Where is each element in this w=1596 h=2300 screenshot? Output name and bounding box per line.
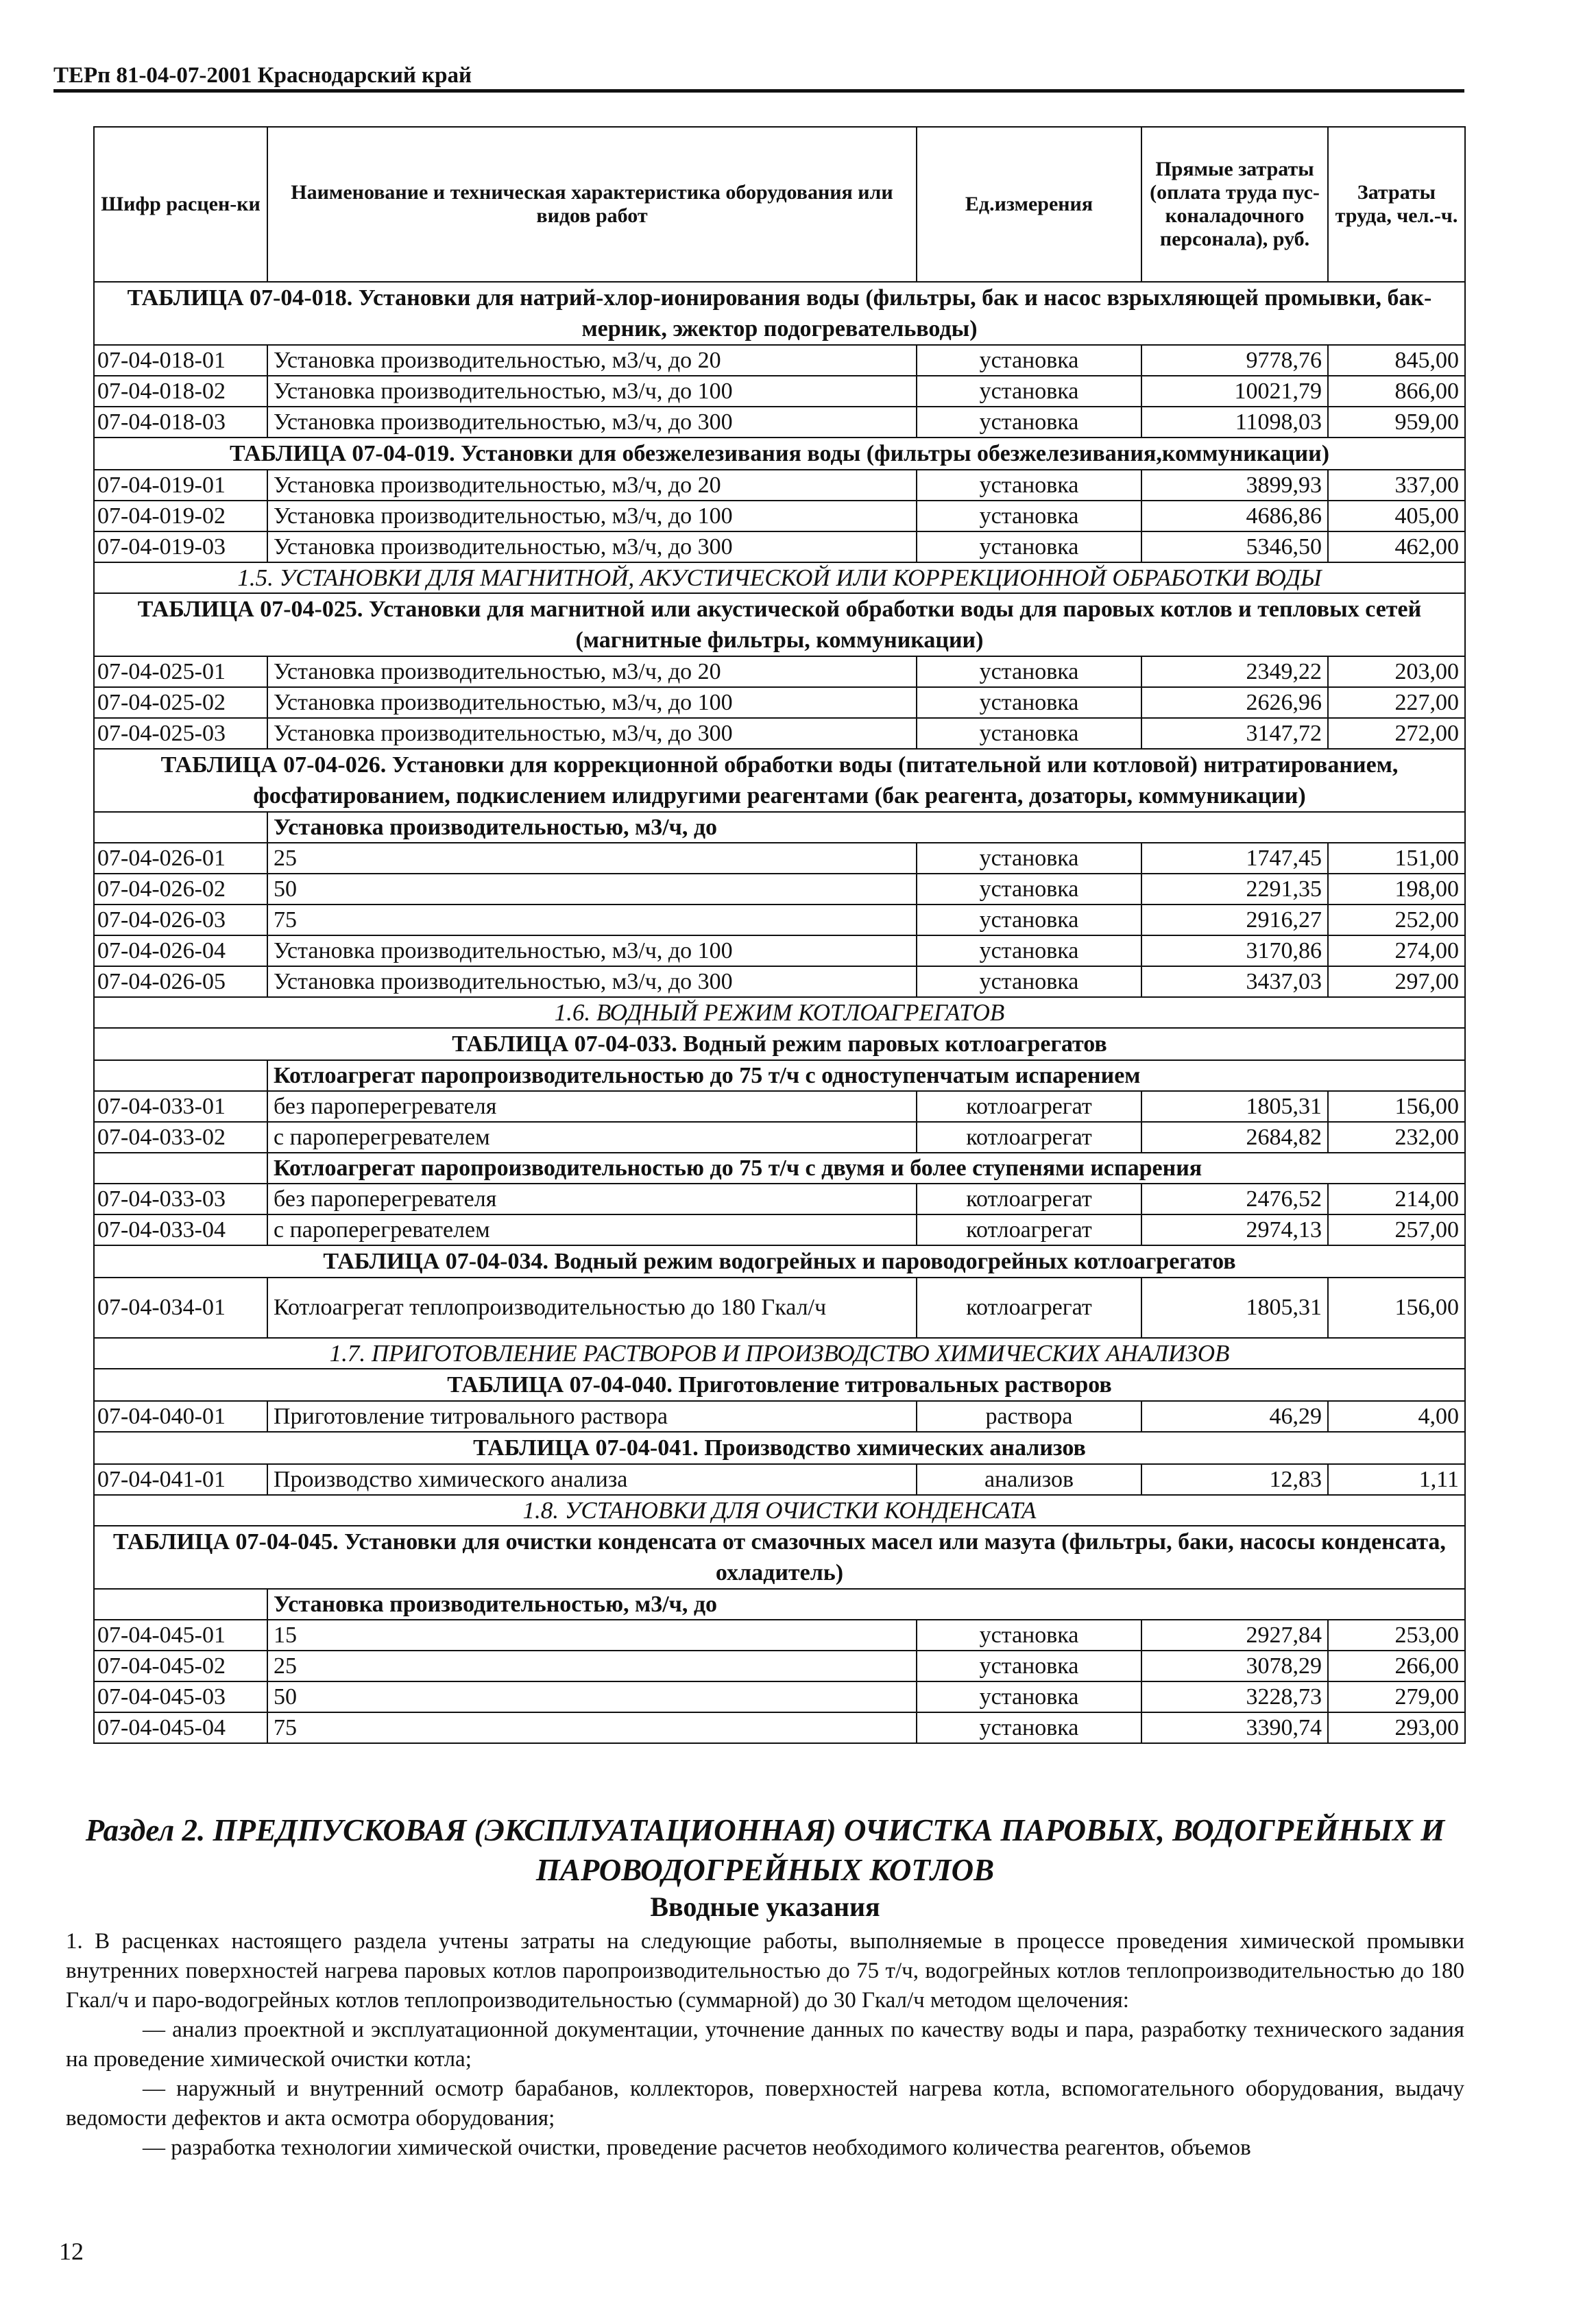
unit-measure: установка <box>917 407 1141 438</box>
table-title-row <box>94 1028 1465 1060</box>
table-row <box>94 874 1465 905</box>
unit-measure: установка <box>917 1712 1141 1743</box>
unit-measure: котлоагрегат <box>917 1214 1141 1245</box>
table-row <box>94 1278 1465 1338</box>
rate-code: 07-04-033-04 <box>94 1214 267 1245</box>
unit-measure: котлоагрегат <box>917 1278 1141 1338</box>
header-cost: Прямые затраты (оплата труда пус-коналадочного персонала), руб. <box>1141 127 1328 282</box>
direct-cost: 3170,86 <box>1141 935 1328 966</box>
labor-cost: 253,00 <box>1328 1620 1465 1651</box>
rate-code: 07-04-025-03 <box>94 718 267 749</box>
table-row <box>94 1464 1465 1495</box>
table-title: ТАБЛИЦА 07-04-041. Производство химических анализов <box>94 1432 1465 1464</box>
item-name: 75 <box>267 905 917 935</box>
labor-cost: 959,00 <box>1328 407 1465 438</box>
labor-cost: 405,00 <box>1328 501 1465 531</box>
item-name: Производство химического анализа <box>267 1464 917 1495</box>
rate-code: 07-04-025-02 <box>94 687 267 718</box>
unit-measure: установка <box>917 656 1141 687</box>
table-title: ТАБЛИЦА 07-04-025. Установки для магнитной или акустической обработки воды для паровых котлов и тепловых сетей (магнитные фильтры, коммуникации) <box>94 593 1465 656</box>
unit-measure: котлоагрегат <box>917 1122 1141 1153</box>
rate-code: 07-04-018-03 <box>94 407 267 438</box>
labor-cost: 214,00 <box>1328 1184 1465 1214</box>
labor-cost: 274,00 <box>1328 935 1465 966</box>
header-name: Наименование и техническая характеристика оборудования или видов работ <box>267 127 917 282</box>
table-row <box>94 1681 1465 1712</box>
rate-code: 07-04-019-02 <box>94 501 267 531</box>
item-name: 15 <box>267 1620 917 1651</box>
direct-cost: 3078,29 <box>1141 1651 1328 1681</box>
rate-code: 07-04-026-04 <box>94 935 267 966</box>
unit-measure: установка <box>917 470 1141 501</box>
direct-cost: 2291,35 <box>1141 874 1328 905</box>
table-row <box>94 1620 1465 1651</box>
labor-cost: 198,00 <box>1328 874 1465 905</box>
rate-code: 07-04-045-03 <box>94 1681 267 1712</box>
item-name: 50 <box>267 874 917 905</box>
item-name: Установка производительностью, м3/ч, до 20 <box>267 470 917 501</box>
table-title: ТАБЛИЦА 07-04-026. Установки для коррекционной обработки воды (питательной или котловой) нитратированием, фосфатированием, подкислением илидругими реагентами (бак реагента, дозаторы, коммуникации) <box>94 749 1465 812</box>
table-body <box>94 282 1465 1743</box>
labor-cost: 252,00 <box>1328 905 1465 935</box>
direct-cost: 2927,84 <box>1141 1620 1328 1651</box>
unit-measure: установка <box>917 376 1141 407</box>
rate-code: 07-04-018-01 <box>94 345 267 376</box>
table-header <box>94 127 1465 282</box>
table-row <box>94 656 1465 687</box>
labor-cost: 337,00 <box>1328 470 1465 501</box>
labor-cost: 203,00 <box>1328 656 1465 687</box>
direct-cost: 2626,96 <box>1141 687 1328 718</box>
empty-cell <box>94 812 267 843</box>
labor-cost: 257,00 <box>1328 1214 1465 1245</box>
table-title: ТАБЛИЦА 07-04-033. Водный режим паровых котлоагрегатов <box>94 1028 1465 1060</box>
item-name: Котлоагрегат теплопроизводительностью до 180 Гкал/ч <box>267 1278 917 1338</box>
subheading: Установка производительностью, м3/ч, до <box>267 812 1465 843</box>
price-table <box>93 126 1466 1744</box>
direct-cost: 1805,31 <box>1141 1278 1328 1338</box>
table-title-row <box>94 438 1465 470</box>
paragraph-2: — анализ проектной и эксплуатационной документации, уточнение данных по качеству воды и пара, разработку технического задания на проведение химической очистки котла; <box>66 2017 1464 2072</box>
item-name: 50 <box>267 1681 917 1712</box>
table-row <box>94 407 1465 438</box>
table-row <box>94 687 1465 718</box>
direct-cost: 2974,13 <box>1141 1214 1328 1245</box>
header-code: Шифр расцен-ки <box>94 127 267 282</box>
item-name: 25 <box>267 1651 917 1681</box>
direct-cost: 2684,82 <box>1141 1122 1328 1153</box>
direct-cost: 4686,86 <box>1141 501 1328 531</box>
table-title-row <box>94 1526 1465 1589</box>
rate-code: 07-04-045-04 <box>94 1712 267 1743</box>
section-row <box>94 1338 1465 1369</box>
table-row <box>94 501 1465 531</box>
rate-code: 07-04-026-03 <box>94 905 267 935</box>
item-name: с пароперегревателем <box>267 1214 917 1245</box>
table-title-row <box>94 749 1465 812</box>
unit-measure: установка <box>917 966 1141 997</box>
labor-cost: 4,00 <box>1328 1401 1465 1432</box>
section-heading: 1.8. УСТАНОВКИ ДЛЯ ОЧИСТКИ КОНДЕНСАТА <box>94 1495 1465 1526</box>
labor-cost: 297,00 <box>1328 966 1465 997</box>
table-row <box>94 1122 1465 1153</box>
direct-cost: 10021,79 <box>1141 376 1328 407</box>
table-title-row <box>94 1432 1465 1464</box>
direct-cost: 9778,76 <box>1141 345 1328 376</box>
section-row <box>94 1495 1465 1526</box>
running-header: ТЕРп 81-04-07-2001 Краснодарский край <box>53 63 472 88</box>
table-title: ТАБЛИЦА 07-04-040. Приготовление титровальных растворов <box>94 1369 1465 1401</box>
table-row <box>94 1184 1465 1214</box>
paragraph-4: — разработка технологии химической очистки, проведение расчетов необходимого количества реагентов, объемов <box>143 2135 1251 2160</box>
unit-measure: котлоагрегат <box>917 1184 1141 1214</box>
unit-measure: анализов <box>917 1464 1141 1495</box>
labor-cost: 1,11 <box>1328 1464 1465 1495</box>
labor-cost: 866,00 <box>1328 376 1465 407</box>
rate-code: 07-04-019-03 <box>94 531 267 562</box>
table-row <box>94 1712 1465 1743</box>
direct-cost: 3437,03 <box>1141 966 1328 997</box>
rate-code: 07-04-033-03 <box>94 1184 267 1214</box>
rate-code: 07-04-018-02 <box>94 376 267 407</box>
unit-measure: установка <box>917 531 1141 562</box>
header-unit: Ед.измерения <box>917 127 1141 282</box>
item-name: без пароперегревателя <box>267 1184 917 1214</box>
item-name: Установка производительностью, м3/ч, до 300 <box>267 966 917 997</box>
rate-code: 07-04-034-01 <box>94 1278 267 1338</box>
table-row <box>94 718 1465 749</box>
labor-cost: 227,00 <box>1328 687 1465 718</box>
subheading-row <box>94 812 1465 843</box>
item-name: Установка производительностью, м3/ч, до 300 <box>267 531 917 562</box>
table-title-row <box>94 1369 1465 1401</box>
table-title: ТАБЛИЦА 07-04-018. Установки для натрий-хлор-ионирования воды (фильтры, бак и насос взрыхляющей промывки, бак-мерник, эжектор подогревательводы) <box>94 282 1465 345</box>
section-2 <box>66 1810 1464 2163</box>
table-title-row <box>94 282 1465 345</box>
rate-code: 07-04-026-02 <box>94 874 267 905</box>
table-row <box>94 1091 1465 1122</box>
rate-code: 07-04-026-01 <box>94 843 267 874</box>
labor-cost: 156,00 <box>1328 1278 1465 1338</box>
item-name: Приготовление титровального раствора <box>267 1401 917 1432</box>
table-title: ТАБЛИЦА 07-04-019. Установки для обезжелезивания воды (фильтры обезжелезивания,коммуникации) <box>94 438 1465 470</box>
direct-cost: 11098,03 <box>1141 407 1328 438</box>
paragraph-1: 1. В расценках настоящего раздела учтены затраты на следующие работы, выполняемые в процессе проведения химической промывки внутренних поверхностей нагрева паровых котлов паропроизводительностью до 75 т/ч, водогрейных котлов теплопроизводительностью до 180 Гкал/ч и паро-водогрейных котлов теплопроизводительностью (суммарной) до 30 Гкал/ч методом щелочения: <box>66 1929 1464 2013</box>
header-rule <box>53 89 1464 93</box>
item-name: без пароперегревателя <box>267 1091 917 1122</box>
rate-code: 07-04-033-02 <box>94 1122 267 1153</box>
unit-measure: установка <box>917 935 1141 966</box>
section-row <box>94 997 1465 1028</box>
unit-measure: котлоагрегат <box>917 1091 1141 1122</box>
table-title-row <box>94 1245 1465 1278</box>
item-name: с пароперегревателем <box>267 1122 917 1153</box>
unit-measure: установка <box>917 501 1141 531</box>
empty-cell <box>94 1153 267 1184</box>
labor-cost: 845,00 <box>1328 345 1465 376</box>
table-row <box>94 1214 1465 1245</box>
table-row <box>94 470 1465 501</box>
rate-code: 07-04-019-01 <box>94 470 267 501</box>
rate-code: 07-04-045-01 <box>94 1620 267 1651</box>
direct-cost: 2349,22 <box>1141 656 1328 687</box>
rate-code: 07-04-040-01 <box>94 1401 267 1432</box>
labor-cost: 156,00 <box>1328 1091 1465 1122</box>
table-row <box>94 1651 1465 1681</box>
item-name: Установка производительностью, м3/ч, до 300 <box>267 407 917 438</box>
table-row <box>94 1401 1465 1432</box>
item-name: Установка производительностью, м3/ч, до 20 <box>267 656 917 687</box>
subheading-row <box>94 1153 1465 1184</box>
unit-measure: установка <box>917 843 1141 874</box>
direct-cost: 3899,93 <box>1141 470 1328 501</box>
header-labor: Затраты труда, чел.-ч. <box>1328 127 1465 282</box>
empty-cell <box>94 1060 267 1091</box>
direct-cost: 3228,73 <box>1141 1681 1328 1712</box>
rate-code: 07-04-025-01 <box>94 656 267 687</box>
price-table-container <box>93 126 1464 1744</box>
subheading: Котлоагрегат паропроизводительностью до 75 т/ч с одноступенчатым испарением <box>267 1060 1465 1091</box>
item-name: Установка производительностью, м3/ч, до 20 <box>267 345 917 376</box>
section-heading: 1.6. ВОДНЫЙ РЕЖИМ КОТЛОАГРЕГАТОВ <box>94 997 1465 1028</box>
table-row <box>94 345 1465 376</box>
item-name: 25 <box>267 843 917 874</box>
unit-measure: установка <box>917 1681 1141 1712</box>
subheading-row <box>94 1060 1465 1091</box>
direct-cost: 3147,72 <box>1141 718 1328 749</box>
table-row <box>94 966 1465 997</box>
unit-measure: установка <box>917 1651 1141 1681</box>
item-name: Установка производительностью, м3/ч, до 300 <box>267 718 917 749</box>
item-name: Установка производительностью, м3/ч, до 100 <box>267 687 917 718</box>
direct-cost: 5346,50 <box>1141 531 1328 562</box>
direct-cost: 2476,52 <box>1141 1184 1328 1214</box>
subheading-row <box>94 1589 1465 1620</box>
paragraph-3: — наружный и внутренний осмотр барабанов, коллекторов, поверхностей нагрева котла, вспомогательного оборудования, выдачу ведомости дефектов и акта осмотра оборудования; <box>66 2076 1464 2131</box>
table-title: ТАБЛИЦА 07-04-045. Установки для очистки конденсата от смазочных масел или мазута (фильтры, баки, насосы конденсата, охладитель) <box>94 1526 1465 1589</box>
table-row <box>94 905 1465 935</box>
page-number: 12 <box>59 2238 84 2265</box>
labor-cost: 232,00 <box>1328 1122 1465 1153</box>
direct-cost: 12,83 <box>1141 1464 1328 1495</box>
labor-cost: 279,00 <box>1328 1681 1465 1712</box>
rate-code: 07-04-026-05 <box>94 966 267 997</box>
direct-cost: 46,29 <box>1141 1401 1328 1432</box>
unit-measure: установка <box>917 718 1141 749</box>
item-name: Установка производительностью, м3/ч, до 100 <box>267 501 917 531</box>
unit-measure: установка <box>917 1620 1141 1651</box>
labor-cost: 462,00 <box>1328 531 1465 562</box>
unit-measure: установка <box>917 687 1141 718</box>
item-name: Установка производительностью, м3/ч, до 100 <box>267 935 917 966</box>
item-name: Установка производительностью, м3/ч, до 100 <box>267 376 917 407</box>
rate-code: 07-04-033-01 <box>94 1091 267 1122</box>
unit-measure: установка <box>917 345 1141 376</box>
item-name: 75 <box>267 1712 917 1743</box>
table-title: ТАБЛИЦА 07-04-034. Водный режим водогрейных и пароводогрейных котлоагрегатов <box>94 1245 1465 1278</box>
table-title-row <box>94 593 1465 656</box>
table-row <box>94 935 1465 966</box>
direct-cost: 1747,45 <box>1141 843 1328 874</box>
table-row <box>94 531 1465 562</box>
table-row <box>94 376 1465 407</box>
section-title: Раздел 2. ПРЕДПУСКОВАЯ (ЭКСПЛУАТАЦИОННАЯ) ОЧИСТКА ПАРОВЫХ, ВОДОГРЕЙНЫХ И ПАРОВОДОГРЕЙНЫХ КОТЛОВ <box>85 1813 1445 1887</box>
rate-code: 07-04-041-01 <box>94 1464 267 1495</box>
rate-code: 07-04-045-02 <box>94 1651 267 1681</box>
unit-measure: установка <box>917 905 1141 935</box>
labor-cost: 151,00 <box>1328 843 1465 874</box>
unit-measure: установка <box>917 874 1141 905</box>
direct-cost: 2916,27 <box>1141 905 1328 935</box>
direct-cost: 1805,31 <box>1141 1091 1328 1122</box>
intro-heading: Вводные указания <box>650 1891 880 1922</box>
table-row <box>94 843 1465 874</box>
empty-cell <box>94 1589 267 1620</box>
labor-cost: 266,00 <box>1328 1651 1465 1681</box>
unit-measure: раствора <box>917 1401 1141 1432</box>
labor-cost: 293,00 <box>1328 1712 1465 1743</box>
section-heading: 1.7. ПРИГОТОВЛЕНИЕ РАСТВОРОВ И ПРОИЗВОДСТВО ХИМИЧЕСКИХ АНАЛИЗОВ <box>94 1338 1465 1369</box>
labor-cost: 272,00 <box>1328 718 1465 749</box>
subheading: Котлоагрегат паропроизводительностью до 75 т/ч с двумя и более ступенями испарения <box>267 1153 1465 1184</box>
section-heading: 1.5. УСТАНОВКИ ДЛЯ МАГНИТНОЙ, АКУСТИЧЕСКОЙ ИЛИ КОРРЕКЦИОННОЙ ОБРАБОТКИ ВОДЫ <box>94 562 1465 593</box>
section-row <box>94 562 1465 593</box>
direct-cost: 3390,74 <box>1141 1712 1328 1743</box>
subheading: Установка производительностью, м3/ч, до <box>267 1589 1465 1620</box>
